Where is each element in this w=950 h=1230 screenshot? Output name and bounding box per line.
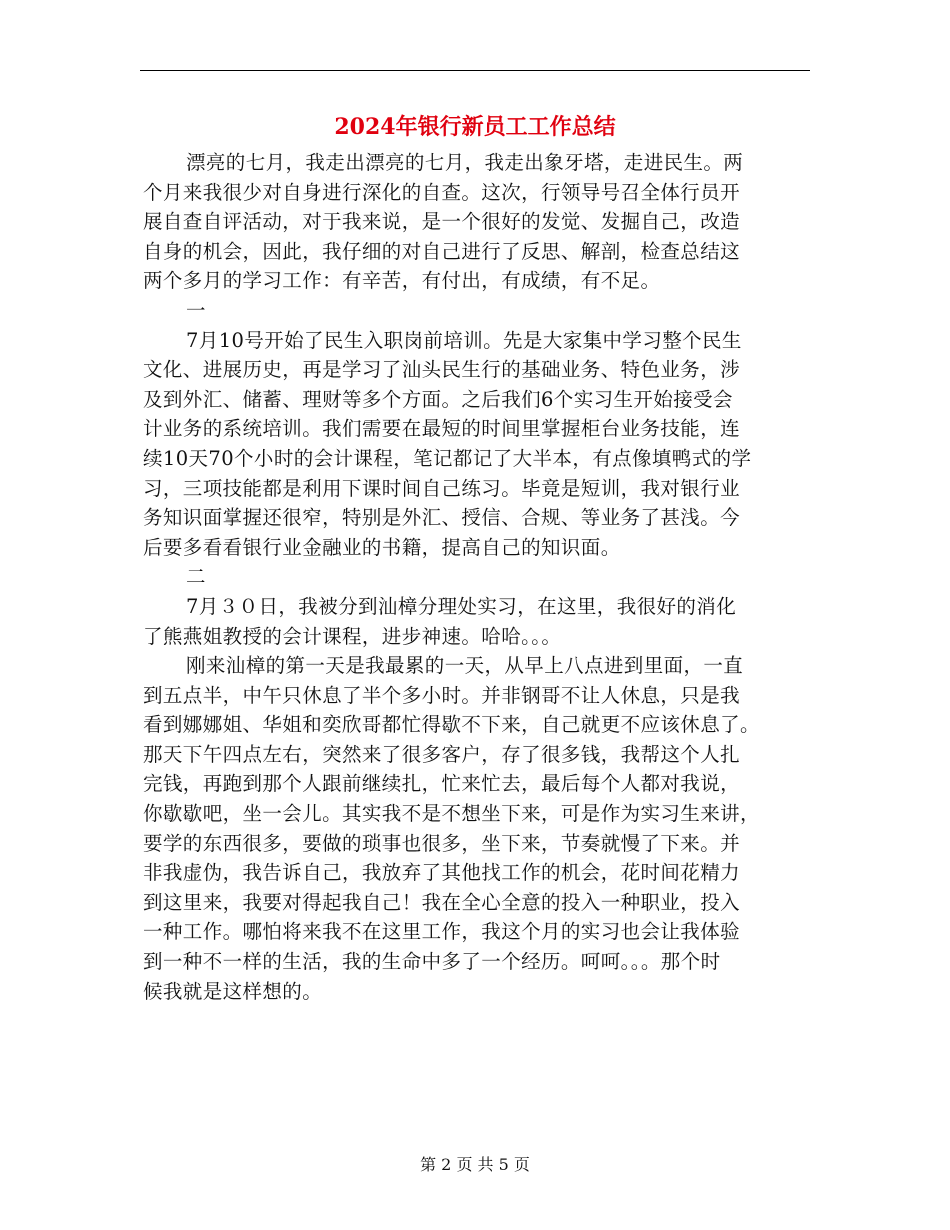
body-line: 习，三项技能都是利用下课时间自己练习。毕竟是短训，我对银行业 — [143, 476, 741, 500]
body-line: 完钱，再跑到那个人跟前继续扎，忙来忙去，最后每个人都对我说， — [143, 772, 741, 796]
body-line: 你歇歇吧，坐一会儿。其实我不是不想坐下来，可是作为实习生来讲， — [143, 802, 760, 826]
body-line: 二 — [186, 565, 206, 589]
body-line: 7月３０日，我被分到汕樟分理处实习，在这里，我很好的消化 — [186, 594, 737, 618]
body-line: 漂亮的七月，我走出漂亮的七月，我走出象牙塔，走进民生。两 — [186, 151, 744, 174]
page-number-footer: 第 2 页 共 5 页 — [420, 1155, 530, 1174]
body-line: 到一种不一样的生活，我的生命中多了一个经历。呵呵。。。那个时 — [143, 950, 721, 974]
body-line: 自身的机会，因此，我仔细的对自己进行了反思、解剖，检查总结这 — [143, 239, 741, 263]
body-line: 及到外汇、储蓄、理财等多个方面。之后我们6个实习生开始接受会 — [143, 387, 733, 411]
body-line: 候我就是这样想的。 — [143, 979, 323, 1003]
body-line: 务知识面掌握还很窄，特别是外汇、授信、合规、等业务了甚浅。今 — [143, 506, 741, 530]
body-line: 要学的东西很多，要做的琐事也很多，坐下来，节奏就慢了下来。并 — [143, 831, 741, 855]
body-line: 展自查自评活动，对于我来说，是一个很好的发觉、发掘自己，改造 — [143, 210, 741, 234]
body-line: 两个多月的学习工作：有辛苦，有付出，有成绩，有不足。 — [143, 269, 661, 293]
document-body — [143, 148, 813, 1006]
body-line: 一 — [186, 298, 206, 322]
body-line: 后要多看看银行业金融业的书籍，提高自己的知识面。 — [143, 535, 621, 559]
header-rule — [140, 70, 810, 71]
body-line: 非我虚伪，我告诉自己，我放弃了其他找工作的机会，花时间花精力 — [143, 861, 741, 885]
body-line: 7月10号开始了民生入职岗前培训。先是大家集中学习整个民生 — [186, 328, 742, 352]
body-line: 刚来汕樟的第一天是我最累的一天，从早上八点进到里面，一直 — [186, 654, 744, 678]
body-line: 续10天70个小时的会计课程，笔记都记了大半本，有点像填鸭式的学 — [143, 446, 752, 470]
body-line: 文化、进展历史，再是学习了汕头民生行的基础业务、特色业务，涉 — [143, 358, 741, 382]
body-line: 那天下午四点左右，突然来了很多客户，存了很多钱，我帮这个人扎 — [143, 742, 741, 766]
body-line: 个月来我很少对自身进行深化的自查。这次，行领导号召全体行员开 — [143, 180, 741, 204]
body-line: 一种工作。哪怕将来我不在这里工作，我这个月的实习也会让我体验 — [143, 920, 741, 944]
body-line: 看到娜娜姐、华姐和奕欣哥都忙得歇不下来，自己就更不应该休息了。 — [143, 713, 760, 737]
body-line: 到五点半，中午只休息了半个多小时。并非钢哥不让人休息，只是我 — [143, 683, 741, 707]
document-title: 2024年银行新员工工作总结 — [334, 114, 616, 140]
body-line: 了熊燕姐教授的会计课程，进步神速。哈哈。。。 — [143, 624, 562, 648]
body-line: 计业务的系统培训。我们需要在最短的时间里掌握柜台业务技能，连 — [143, 417, 741, 441]
body-line: 到这里来，我要对得起我自己！我在全心全意的投入一种职业，投入 — [143, 890, 741, 914]
